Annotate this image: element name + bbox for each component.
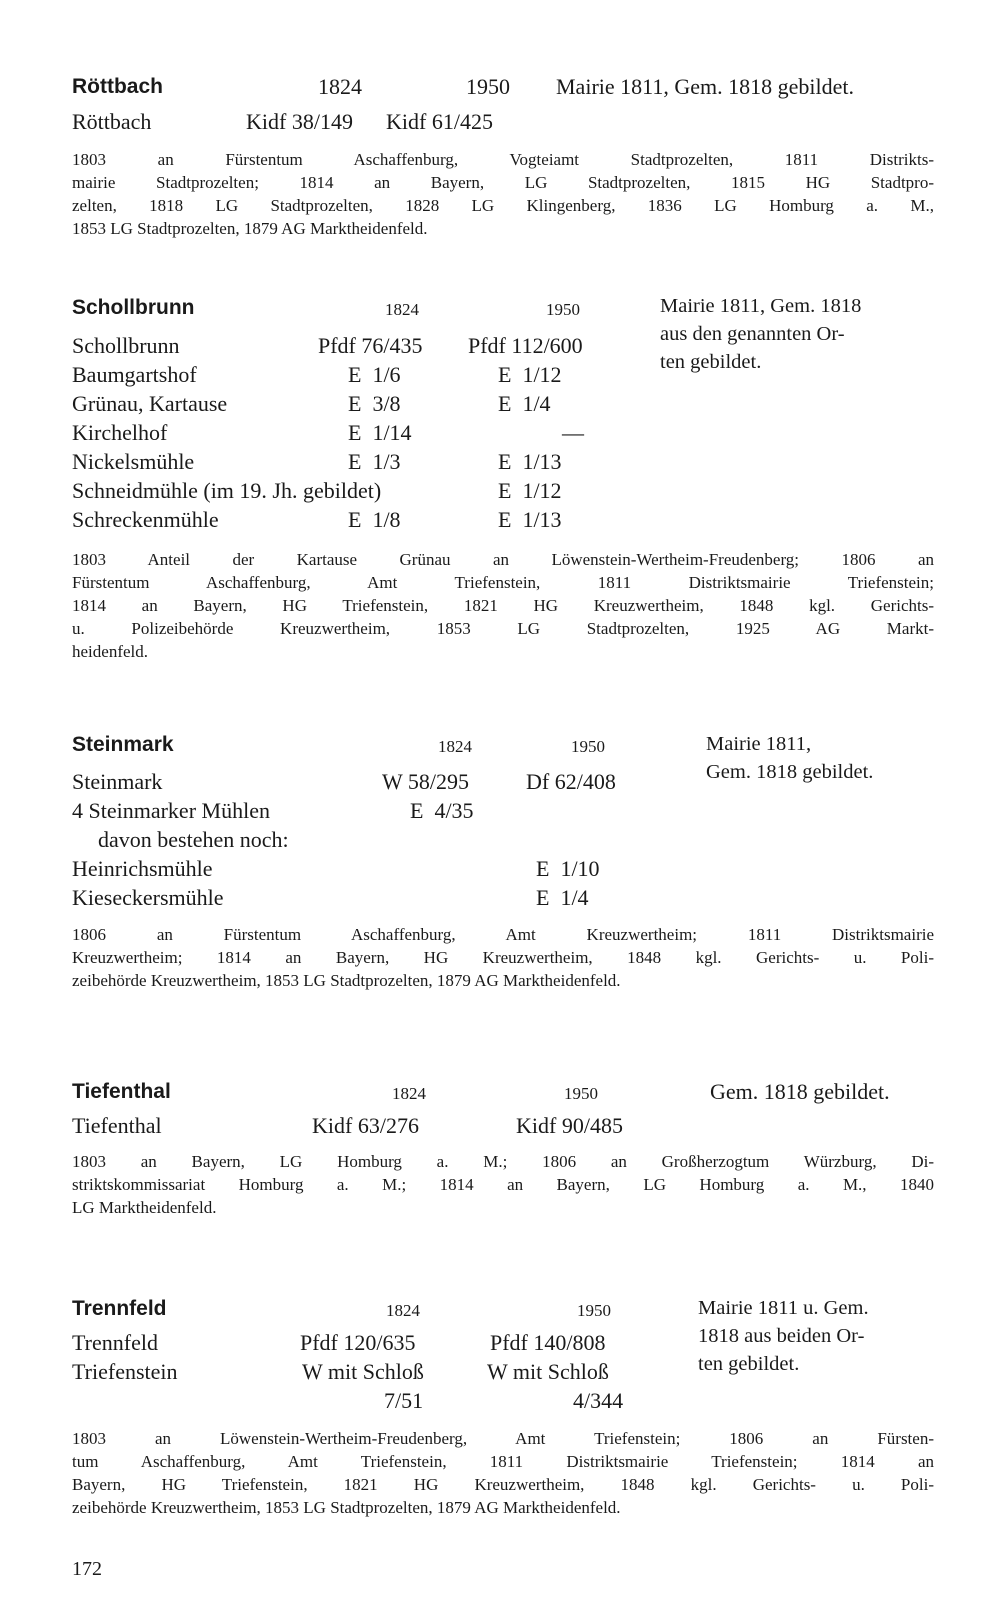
value-1950: E 1/12 — [498, 478, 562, 503]
year-1950-header: 1950 — [564, 1084, 598, 1103]
value-1950: E 1/13 — [498, 449, 562, 474]
year-1950-header: 1950 — [571, 737, 605, 756]
note-line: Mairie 1811, Gem. 1818 — [660, 295, 862, 317]
formation-note — [660, 292, 861, 376]
value-1824: Kidf 63/276 — [312, 1113, 419, 1138]
history-text — [72, 548, 934, 663]
value-1824: E 3/8 — [348, 391, 401, 416]
value-1824: W mit Schloß — [302, 1359, 424, 1384]
history-line: 1814 an Bayern, HG Triefenstein, 1821 HG Kreuzwertheim, 1848 kgl. Gerichts- — [72, 596, 934, 615]
note-line: ten gebildet. — [660, 351, 762, 373]
place-name: Grünau, Kartause — [72, 391, 228, 416]
section-title: Steinmark — [72, 733, 174, 756]
place-name: Schneidmühle (im 19. Jh. gebildet) — [72, 478, 382, 503]
value-1824: W 58/295 — [382, 769, 469, 794]
place-name: Kieseckersmühle — [72, 885, 224, 910]
value-1950: Pfdf 140/808 — [490, 1330, 606, 1355]
year-1824-header: 1824 — [385, 300, 419, 319]
history-line: striktskommissariat Homburg a. M.; 1814 an Bayern, LG Homburg a. M., 1840 — [72, 1175, 934, 1194]
formation-note: Mairie 1811, Gem. 1818 gebildet. — [556, 74, 854, 99]
formation-note — [698, 1294, 869, 1378]
place-name: Schreckenmühle — [72, 507, 219, 532]
note-line: Mairie 1811, — [706, 733, 812, 755]
year-1824-header: 1824 — [318, 74, 362, 99]
value-1950: Df 62/408 — [526, 769, 616, 794]
note-line: Mairie 1811 u. Gem. — [698, 1297, 869, 1319]
history-line: LG Marktheidenfeld. — [72, 1198, 217, 1217]
history-line: 1806 an Fürstentum Aschaffenburg, Amt Kreuzwertheim; 1811 Distriktsmairie — [72, 925, 934, 944]
value-1950: 4/344 — [573, 1388, 624, 1413]
value-1950: E 1/4 — [498, 391, 551, 416]
year-1950-header: 1950 — [546, 300, 580, 319]
place-name: Triefenstein — [72, 1359, 178, 1384]
section-title: Tiefenthal — [72, 1080, 171, 1103]
value-1950: E 1/10 — [536, 856, 600, 881]
value-1950: Pfdf 112/600 — [468, 333, 583, 358]
history-line: zelten, 1818 LG Stadtprozelten, 1828 LG Klingenberg, 1836 LG Homburg a. M., — [72, 196, 934, 215]
place-name: Tiefenthal — [72, 1113, 162, 1138]
value-1950: — — [562, 420, 584, 445]
value-1824: E 1/6 — [348, 362, 401, 387]
value-1950: Kidf 61/425 — [386, 109, 493, 134]
history-line: heidenfeld. — [72, 642, 148, 661]
value-1950: Kidf 90/485 — [516, 1113, 623, 1138]
value-1824: Pfdf 76/435 — [318, 333, 423, 358]
value-1824: Kidf 38/149 — [246, 109, 353, 134]
place-name: Kirchelhof — [72, 420, 168, 445]
place-name: Röttbach — [72, 109, 152, 134]
value-1950: W mit Schloß — [487, 1359, 609, 1384]
value-1824: 7/51 — [384, 1388, 424, 1413]
value-1950: E 1/4 — [536, 885, 589, 910]
place-name: 4 Steinmarker Mühlen — [72, 798, 270, 823]
section-title: Röttbach — [72, 75, 163, 98]
place-name: Trennfeld — [72, 1330, 158, 1355]
formation-note — [706, 730, 873, 786]
value-1824: E 1/8 — [348, 507, 401, 532]
year-1950-header: 1950 — [466, 74, 510, 99]
formation-note: Gem. 1818 gebildet. — [710, 1079, 890, 1104]
history-line: u. Polizeibehörde Kreuzwertheim, 1853 LG Stadtprozelten, 1925 AG Markt- — [72, 619, 934, 638]
year-1824-header: 1824 — [386, 1301, 420, 1320]
place-name: Steinmark — [72, 769, 163, 794]
history-line: 1803 Anteil der Kartause Grünau an Löwenstein-Wertheim-Freudenberg; 1806 an — [72, 550, 934, 569]
history-line: Kreuzwertheim; 1814 an Bayern, HG Kreuzwertheim, 1848 kgl. Gerichts- u. Poli- — [72, 948, 934, 967]
history-line: mairie Stadtprozelten; 1814 an Bayern, LG Stadtprozelten, 1815 HG Stadtpro- — [72, 173, 934, 192]
history-line: 1803 an Fürstentum Aschaffenburg, Vogteiamt Stadtprozelten, 1811 Distrikts- — [72, 150, 934, 169]
place-name: Schollbrunn — [72, 333, 180, 358]
value-1824: Pfdf 120/635 — [300, 1330, 416, 1355]
history-text — [72, 148, 934, 240]
section-title: Schollbrunn — [72, 296, 195, 319]
history-line: Fürstentum Aschaffenburg, Amt Triefenstein, 1811 Distriktsmairie Triefenstein; — [72, 573, 934, 592]
section-title: Trennfeld — [72, 1297, 167, 1320]
history-line: zeibehörde Kreuzwertheim, 1853 LG Stadtprozelten, 1879 AG Marktheidenfeld. — [72, 1498, 621, 1517]
value-1824: E 1/3 — [348, 449, 401, 474]
note-line: Gem. 1818 gebildet. — [706, 761, 874, 783]
value-1950: E 1/12 — [498, 362, 562, 387]
history-text — [72, 923, 934, 992]
value-1824: E 4/35 — [410, 798, 474, 823]
history-line: tum Aschaffenburg, Amt Triefenstein, 1811 Distriktsmairie Triefenstein; 1814 an — [72, 1452, 934, 1471]
history-line: zeibehörde Kreuzwertheim, 1853 LG Stadtprozelten, 1879 AG Marktheidenfeld. — [72, 971, 621, 990]
year-1950-header: 1950 — [577, 1301, 611, 1320]
place-name: Baumgartshof — [72, 362, 197, 387]
history-line: 1803 an Bayern, LG Homburg a. M.; 1806 an Großherzogtum Würzburg, Di- — [72, 1152, 934, 1171]
note-line: aus den genannten Or- — [660, 323, 845, 345]
value-1824: E 1/14 — [348, 420, 412, 445]
history-text — [72, 1427, 934, 1519]
history-line: 1853 LG Stadtprozelten, 1879 AG Marktheidenfeld. — [72, 219, 428, 238]
place-name: davon bestehen noch: — [98, 827, 289, 852]
history-line: 1803 an Löwenstein-Wertheim-Freudenberg, Amt Triefenstein; 1806 an Fürsten- — [72, 1429, 934, 1448]
page-number: 172 — [72, 1558, 102, 1580]
place-name: Nickelsmühle — [72, 449, 195, 474]
place-name: Heinrichsmühle — [72, 856, 213, 881]
value-1950: E 1/13 — [498, 507, 562, 532]
year-1824-header: 1824 — [438, 737, 472, 756]
note-line: 1818 aus beiden Or- — [698, 1325, 865, 1347]
note-line: ten gebildet. — [698, 1353, 800, 1375]
history-line: Bayern, HG Triefenstein, 1821 HG Kreuzwertheim, 1848 kgl. Gerichts- u. Poli- — [72, 1475, 934, 1494]
year-1824-header: 1824 — [392, 1084, 426, 1103]
history-text — [72, 1150, 934, 1219]
